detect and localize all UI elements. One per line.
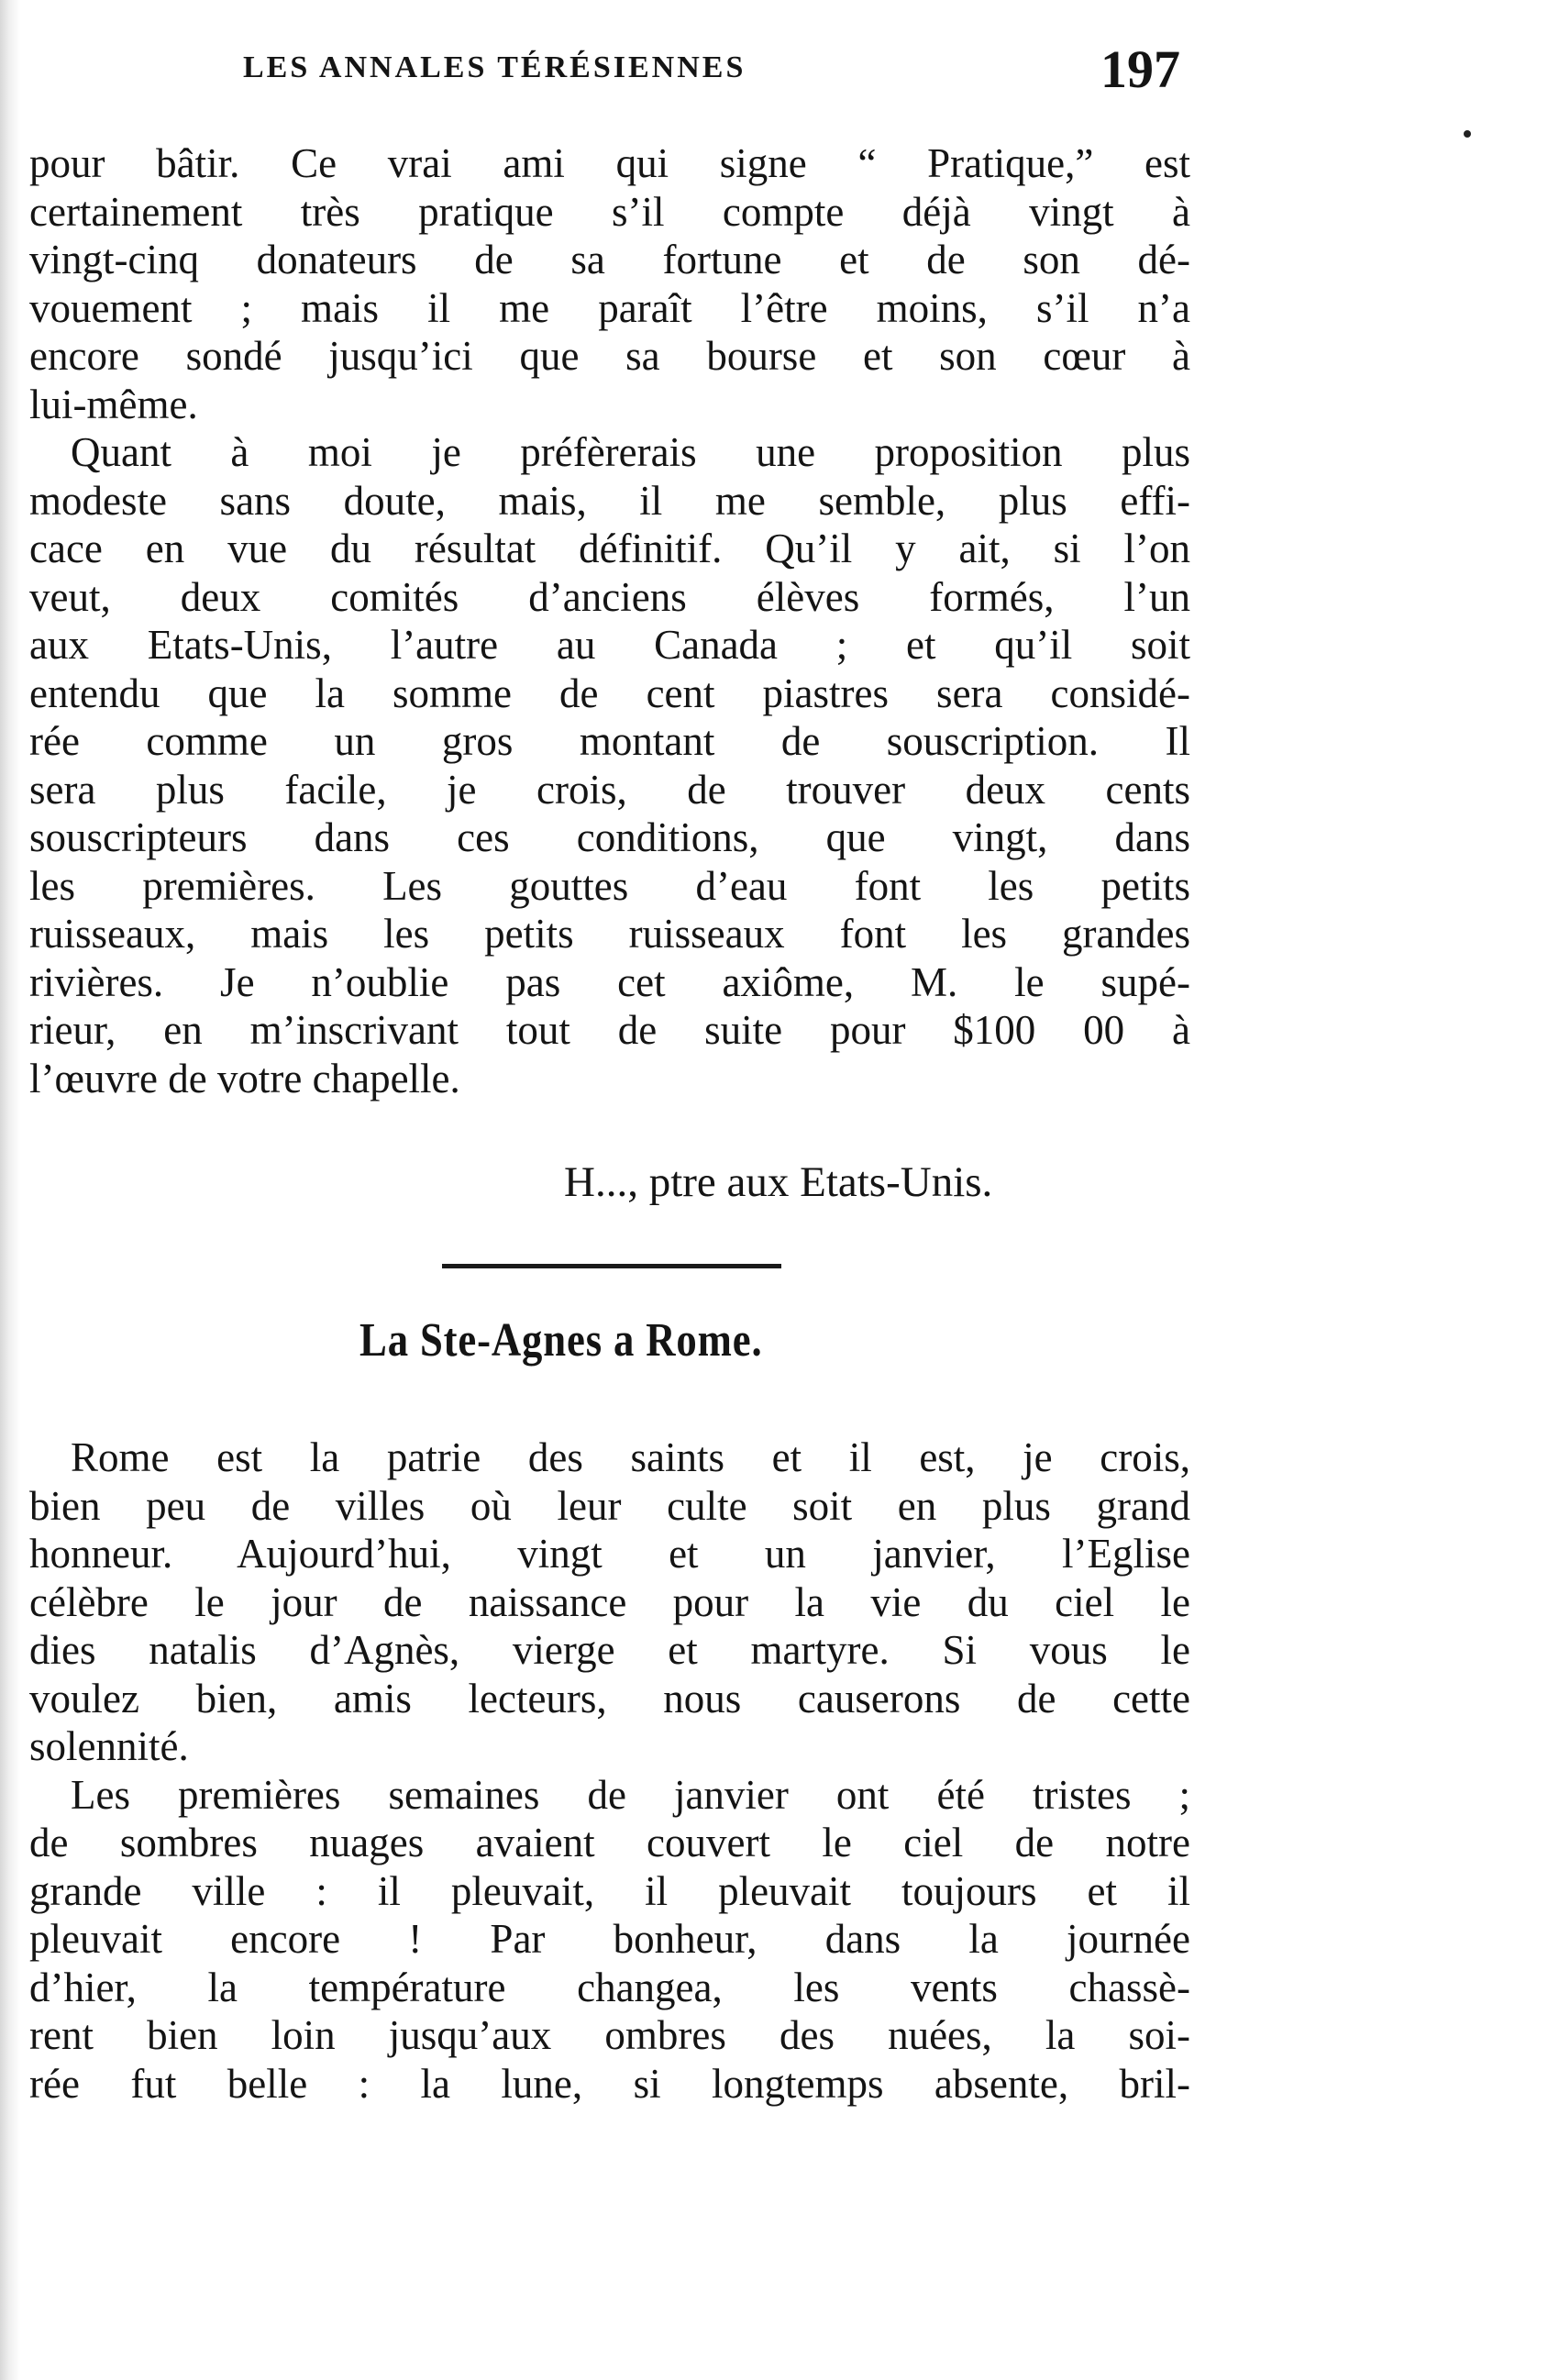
text-line: les premières. Les gouttes d’eau font les petits: [29, 862, 1190, 909]
text-line: modeste sans doute, mais, il me semble, plus effi-: [29, 477, 1190, 524]
text-line: rivières. Je n’oublie pas cet axiôme, M. le supé-: [29, 958, 1190, 1005]
article-text: [29, 1434, 1190, 2108]
page-gutter-shadow: [0, 0, 20, 2380]
text-line: vouement ; mais il me paraît l’être moins, s’il n’a: [29, 284, 1190, 331]
text-line: Les premières semaines de janvier ont été tristes ;: [71, 1771, 1190, 1818]
text-line: célèbre le jour de naissance pour la vie du ciel le: [29, 1578, 1190, 1625]
ink-speck: [1464, 130, 1471, 138]
text-line: aux Etats-Unis, l’autre au Canada ; et qu’il soit: [29, 622, 1190, 668]
text-line: honneur. Aujourd’hui, vingt et un janvier, l’Eglise: [29, 1531, 1190, 1577]
running-head: LES ANNALES TÉRÉSIENNES: [243, 50, 746, 84]
text-line: d’hier, la température changea, les vents chassè-: [29, 1964, 1190, 2010]
text-line: Quant à moi je préfèrerais une proposition plus: [71, 429, 1190, 475]
page-number: 197: [1100, 39, 1180, 99]
text-line: vingt-cinq donateurs de sa fortune et de son dé-: [29, 237, 1190, 282]
text-line: ruisseaux, mais les petits ruisseaux font les grandes: [29, 911, 1190, 957]
text-line: encore sondé jusqu’ici que sa bourse et son cœur à: [29, 333, 1190, 379]
text-line: rent bien loin jusqu’aux ombres des nuées, la soi-: [29, 2012, 1190, 2058]
text-line: Rome est la patrie des saints et il est, je crois,: [71, 1434, 1190, 1480]
text-line: de sombres nuages avaient couvert le ciel de notre: [29, 1820, 1190, 1865]
text-line: certainement très pratique s’il compte déjà vingt à: [29, 188, 1190, 235]
text-line: cace en vue du résultat définitif. Qu’il y ait, si l’on: [29, 526, 1190, 571]
text-line: pour bâtir. Ce vrai ami qui signe “ Pratique,” est: [29, 140, 1190, 186]
text-line: bien peu de villes où leur culte soit en plus grand: [29, 1482, 1190, 1529]
text-line: voulez bien, amis lecteurs, nous causerons de cette: [29, 1675, 1190, 1721]
text-line: grande ville : il pleuvait, il pleuvait toujours et il: [29, 1867, 1190, 1914]
letter-signature: H..., ptre aux Etats-Unis.: [564, 1158, 993, 1206]
section-heading: La Ste-Agnes a Rome.: [359, 1314, 763, 1367]
text-line: entendu que la somme de cent piastres sera considé-: [29, 670, 1190, 716]
text-line: dies natalis d’Agnès, vierge et martyre. Si vous le: [29, 1627, 1190, 1673]
text-line: rée fut belle : la lune, si longtemps absente, bril-: [29, 2060, 1190, 2107]
text-line: l’œuvre de votre chapelle.: [29, 1055, 460, 1101]
text-line: solennité.: [29, 1723, 189, 1769]
text-line: veut, deux comités d’anciens élèves formés, l’un: [29, 573, 1190, 620]
letter-text: [29, 139, 1190, 1102]
section-divider: [442, 1264, 781, 1268]
text-line: sera plus facile, je crois, de trouver deux cents: [29, 766, 1190, 813]
text-line: souscripteurs dans ces conditions, que vingt, dans: [29, 814, 1190, 860]
text-line: lui-même.: [29, 381, 198, 427]
text-line: rée comme un gros montant de souscription. Il: [29, 718, 1190, 764]
text-line: pleuvait encore ! Par bonheur, dans la journée: [29, 1916, 1190, 1962]
text-line: rieur, en m’inscrivant tout de suite pour $100 00 à: [29, 1007, 1190, 1053]
